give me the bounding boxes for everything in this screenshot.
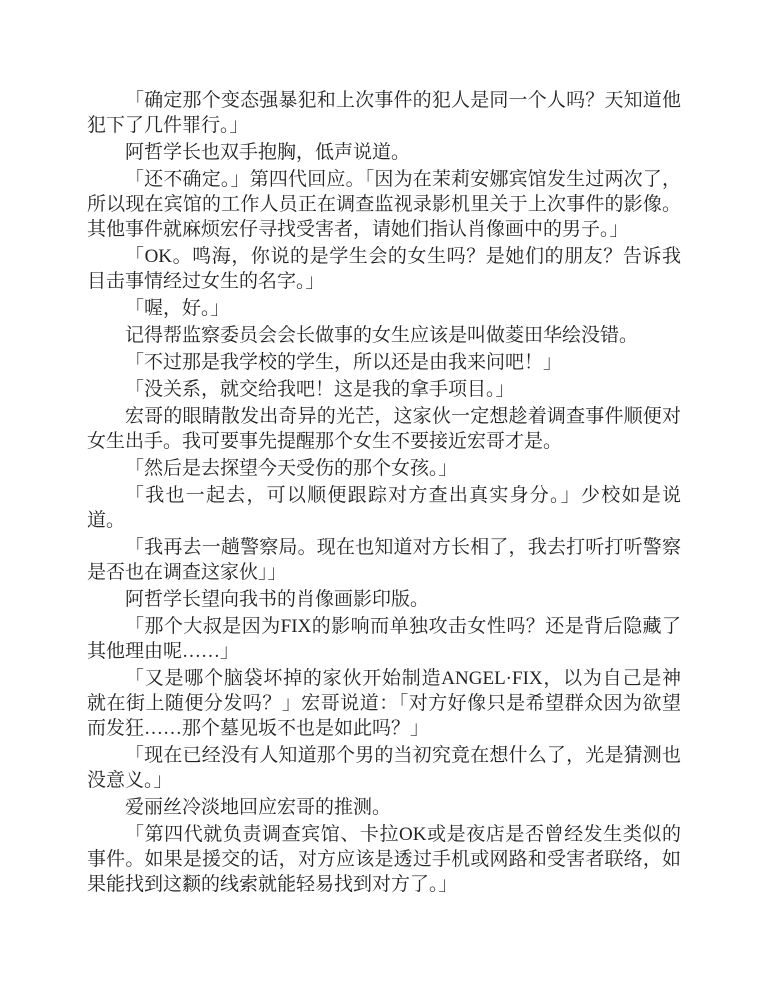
paragraph: 「不过那是我学校的学生，所以还是由我来问吧！」 bbox=[125, 352, 563, 373]
paragraph: 「还不确定。」第四代回应。「因为在茉莉安娜宾馆发生过两次了，所以现在宾馆的工作人员正在调查监视录影机里关于上次事件的影像。其他事件就麻烦宏仔寻找受害者，请她们指认肖像画中的男子。」 bbox=[87, 169, 681, 240]
paragraph: 「第四代就负责调查宾馆、卡拉OK或是夜店是否曾经发生类似的事件。如果是援交的话，对方应该是透过手机或网路和受害者联络，如果能找到这颣的线索就能轻易找到对方了。」 bbox=[87, 824, 681, 895]
paragraph: 「确定那个变态强暴犯和上次事件的犯人是同一个人吗？天知道他犯下了几件罪行。」 bbox=[87, 90, 681, 136]
paragraph: 「OK。鸣海，你说的是学生会的女生吗？是她们的朋友？告诉我目击事情经过女生的名字。」 bbox=[87, 246, 681, 292]
paragraph: 记得帮监察委员会会长做事的女生应该是叫做菱田华绘没错。 bbox=[125, 325, 639, 346]
paragraph: 阿哲学长也双手抱胸，低声说道。 bbox=[125, 142, 411, 163]
paragraph: 「现在已经没有人知道那个男的当初究竟在想什么了，光是猜测也没意义。」 bbox=[87, 745, 681, 791]
paragraph: 「没关系，就交给我吧！这是我的拿手项目。」 bbox=[125, 379, 515, 400]
paragraph: 「然后是去探望今天受伤的那个女孩。」 bbox=[125, 458, 458, 479]
paragraph: 「那个大叔是因为FIX的影响而单独攻击女性吗？还是背后隐藏了其他理由呢……」 bbox=[87, 616, 681, 662]
paragraph: 阿哲学长望向我书的肖像画影印版。 bbox=[125, 589, 430, 610]
paragraph: 「我也一起去，可以顺便跟踪对方查出真实身分。」少校如是说道。 bbox=[87, 485, 681, 531]
paragraph: 「我再去一趟警察局。现在也知道对方长相了，我去打听打听警察是否也在调查这家伙」」 bbox=[87, 537, 681, 583]
paragraph: 宏哥的眼睛散发出奇异的光芒，这家伙一定想趁着调查事件顺便对女生出手。我可要事先提醒那个女生不要接近宏哥才是。 bbox=[87, 406, 681, 452]
paragraph: 「喔，好。」 bbox=[125, 298, 230, 319]
paragraph: 「又是哪个脑袋坏掉的家伙开始制造ANGEL·FIX，以为自己是神就在街上随便分发吗？」宏哥说道：「对方好像只是希望群众因为欲望而发狂……那个墓见坂不也是如此吗？」 bbox=[87, 668, 681, 739]
paragraph: 爱丽丝冷淡地回应宏哥的推测。 bbox=[125, 797, 392, 818]
novel-page bbox=[87, 88, 681, 899]
